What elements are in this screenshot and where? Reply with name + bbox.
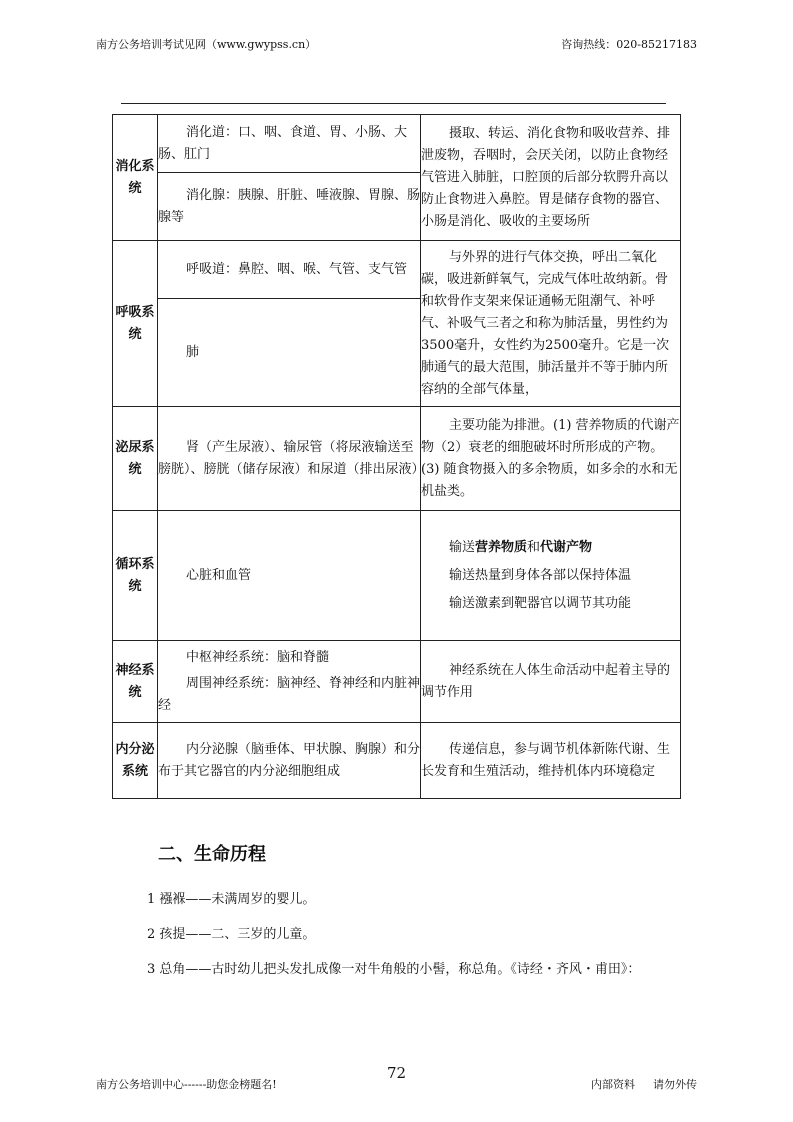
page-number: 72 — [387, 1064, 407, 1082]
system-name-circulatory: 循环系统 — [113, 511, 158, 641]
function-cell: 摄取、转运、消化食物和吸收营养、排泄废物，吞咽时，会厌关闭，以防止食物经气管进入肺脏，口腔顶的后部分软腭升高以防止食物进入鼻腔。胃是储存食物的器官、小肠是消化、吸收的主要场所 — [421, 115, 681, 241]
function-line: 输送营养物质和代谢产物 — [449, 539, 593, 555]
system-name-nervous: 神经系统 — [113, 641, 158, 723]
header-hotline: 咨询热线：020-85217183 — [561, 38, 697, 51]
header-rule — [121, 103, 666, 104]
structure-line: 中枢神经系统：脑和脊髓 — [186, 649, 330, 665]
function-cell: 神经系统在人体生命活动中起着主导的调节作用 — [421, 641, 681, 723]
system-name-urinary: 泌尿系统 — [113, 407, 158, 511]
table-row — [113, 407, 681, 511]
system-name-endocrine: 内分泌系统 — [113, 723, 158, 799]
table-row — [113, 723, 681, 799]
table-row — [113, 241, 681, 299]
body-systems-table — [112, 114, 681, 799]
structure-cell: 消化道：口、咽、食道、胃、小肠、大肠、肛门 — [158, 115, 421, 173]
function-cell: 传递信息，参与调节机体新陈代谢、生长发育和生殖活动，维持机体内环境稳定 — [421, 723, 681, 799]
structure-cell: 心脏和血管 — [158, 511, 421, 641]
function-cell: 主要功能为排泄。(1) 营养物质的代谢产物（2）衰老的细胞破坏时所形成的产物。(3) 随食物摄入的多余物质，如多余的水和无机盐类。 — [421, 407, 681, 511]
system-name-digestive: 消化系统 — [113, 115, 158, 241]
footer-notice — [573, 1076, 697, 1092]
structure-cell: 肺 — [158, 299, 421, 407]
section-title: 二、生命历程 — [158, 844, 266, 865]
header-left: 南方公务培训考试见网（www.gwypss.cn） — [96, 38, 317, 51]
function-cell: 与外界的进行气体交换，呼出二氧化碳，吸进新鲜氧气，完成气体吐故纳新。骨和软骨作支架来保证通畅无阻潮气、补呼气、补吸气三者之和称为肺活量，男性约为3500毫升，女性约为2500毫升。它是一次肺通气的最大范围，肺活量并不等于肺内所容纳的全部气体量， — [421, 241, 681, 407]
table-row — [113, 641, 681, 723]
structure-cell: 肾（产生尿液）、输尿管（将尿液输送至膀胱）、膀胱（储存尿液）和尿道（排出尿液） — [158, 407, 421, 511]
structure-cell: 消化腺：胰腺、肝脏、唾液腺、胃腺、肠腺等 — [158, 173, 421, 241]
system-name-respiratory: 呼吸系统 — [113, 241, 158, 407]
footer-internal: 内部资料 — [591, 1078, 635, 1091]
function-cell — [421, 511, 681, 641]
list-item: 2 孩提——二、三岁的儿童。 — [147, 927, 316, 942]
structure-cell: 内分泌腺（脑垂体、甲状腺、胸腺）和分布于其它器官的内分泌细胞组成 — [158, 723, 421, 799]
structure-line: 周围神经系统：脑神经、脊神经和内脏神经 — [158, 675, 421, 713]
structure-cell — [158, 641, 421, 723]
table-row — [113, 511, 681, 641]
footer-slogan: 南方公务培训中心------助您金榜题名! — [96, 1078, 277, 1091]
table-row — [113, 115, 681, 173]
function-line: 输送激素到靶器官以调节其功能 — [449, 595, 632, 611]
list-item: 1 襁褓——未满周岁的婴儿。 — [147, 892, 316, 907]
function-line: 输送热量到身体各部以保持体温 — [449, 567, 632, 583]
list-item: 3 总角——古时幼儿把头发扎成像一对牛角般的小髻，称总角。《诗经・齐风・甫田》： — [147, 962, 641, 977]
footer-no-distribute: 请勿外传 — [653, 1078, 697, 1091]
structure-cell: 呼吸道：鼻腔、咽、喉、气管、支气管 — [158, 241, 421, 299]
